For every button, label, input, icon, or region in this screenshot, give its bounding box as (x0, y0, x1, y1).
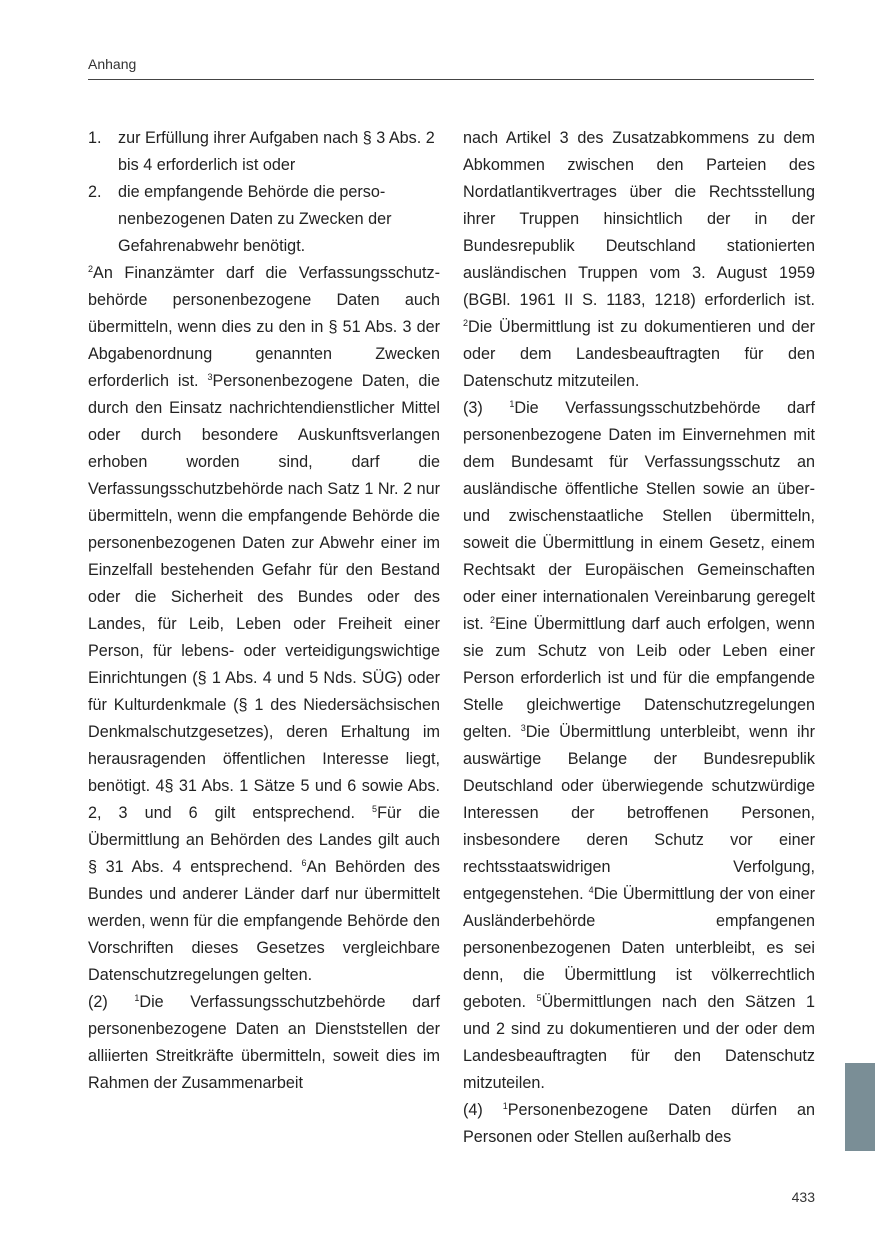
paragraph-number: (3) (463, 399, 510, 417)
paragraph-number: (2) (88, 993, 135, 1011)
sentence: Die Übermittlung ist zu dokumentieren und der oder dem Landesbeauftragten für den Datenschutz mitzuteilen. (463, 318, 815, 390)
sentence-number: 1 (509, 399, 515, 409)
sentence-number: 5 (536, 993, 542, 1003)
sentence: Übermittlungen nach den Sätzen 1 und 2 sind zu dokumentieren und der oder dem Landesbeauftragten für den Datenschutz mitzuteilen. (463, 993, 815, 1092)
sentence: Personenbezogene Daten, die durch den Einsatz nachrichtendienstlicher Mittel oder durch besondere Auskunftsverlangen erhoben worden sind, darf die Verfassungsschutzbehörde nach Satz 1 Nr. 2 nur übermitteln, wenn die empfangende Behörde die personenbezogenen Daten zur Abwehr einer im Einzelfall bestehenden Gefahr für den Bestand oder die Sicherheit des Bundes oder des Landes, für Leib, Leben oder Freiheit einer Person, für lebens- oder verteidigungswichtige Einrichtungen (§ 1 Abs. 4 und 5 Nds. SÜG) oder für Kulturdenkmale (§ 1 des Niedersächsischen Denkmalschutzgesetzes), deren Erhaltung im herausragenden öffentlichen Interesse liegt, benötigt. 4§ 31 Abs. 1 Sätze 5 und 6 sowie Abs. 2, 3 und 6 gilt entsprechend. (88, 372, 440, 822)
sentence: Eine Übermittlung darf auch erfolgen, wenn sie zum Schutz von Leib oder Leben einer Person erforderlich ist und für die empfangende Stelle gleichwertige Datenschutzregelungen gelten. (463, 615, 816, 741)
sentence-number: 4 (588, 885, 594, 895)
paragraph-2 (88, 989, 440, 1097)
header-rule (88, 79, 814, 80)
sentence-number: 5 (372, 804, 378, 814)
sentence: Die Übermittlung der von einer Ausländerbehörde empfangenen personenbezogenen Daten unterbleibt, es sei denn, die Übermittlung ist völkerrechtlich geboten. (463, 885, 815, 1011)
left-column (88, 125, 440, 1097)
list-number: 1. (88, 129, 102, 147)
sentence-number: 2 (88, 264, 94, 274)
paragraph-4 (463, 1097, 815, 1151)
sentence-number: 2 (489, 615, 495, 625)
right-column (463, 125, 815, 1151)
paragraph-number: (4) (463, 1101, 503, 1119)
sentence: Personenbezogene Daten dürfen an Personen oder Stellen außerhalb des (463, 1101, 816, 1146)
list-text: die empfangende Behörde die personenbezogenen Daten zu Zwecken der Gefahrenabwehr benötigt. (118, 183, 392, 255)
list-number: 2. (88, 183, 102, 201)
sentence: Die Verfassungsschutzbehörde darf personenbezogene Daten an Dienststellen der alliierten Streitkräfte übermitteln, soweit dies im Rahmen der Zusammenarbeit (88, 993, 440, 1092)
sentence: Die Verfassungsschutzbehörde darf personenbezogene Daten im Einvernehmen mit dem Bundesamt für Verfassungsschutz an ausländische öffentliche Stellen sowie an über- und zwischenstaatliche Stellen übermitteln, soweit die Übermittlung in einem Gesetz, einem Rechtsakt der Europäischen Gemeinschaften oder einer internationalen Vereinbarung geregelt ist. (463, 399, 815, 633)
sentence: An Behörden des Bundes und anderer Länder darf nur übermittelt werden, wenn für die empfangende Behörde den Vorschriften dieses Gesetzes vergleichbare Datenschutzregelungen gelten. (88, 858, 440, 984)
sentence-number: 6 (301, 858, 307, 868)
paragraph-3 (463, 395, 815, 1097)
running-header: Anhang (88, 56, 137, 72)
sentence: Die Übermittlung unterbleibt, wenn ihr auswärtige Belange der Bundesrepublik Deutschland oder überwiegende schutzwürdige Interessen der betroffenen Personen, insbesondere deren Schutz vor einer rechtsstaatswidrigen Verfolgung, entgegenstehen. (463, 723, 815, 903)
sentence: nach Artikel 3 des Zusatzabkommens zu dem Abkommen zwischen den Parteien des Nordatlantikvertrages über die Rechtsstellung ihrer Truppen hinsichtlich der in der Bundesrepublik Deutschland stationierten ausländischen Truppen vom 3. August 1959 (BGBl. 1961 II S. 1183, 1218) erforderlich ist. (463, 129, 815, 309)
list-item (88, 179, 440, 260)
list-text: zur Erfüllung ihrer Aufgaben nach § 3 Abs. 2 bis 4 erforderlich ist oder (118, 129, 435, 174)
paragraph-2-continued (463, 125, 815, 395)
sentence-number: 3 (520, 723, 526, 733)
sentence: Für die Übermittlung an Behörden des Landes gilt auch § 31 Abs. 4 entsprechend. (88, 804, 440, 876)
list-item (88, 125, 440, 179)
paragraph-1-continued (88, 260, 440, 989)
sentence-number: 1 (134, 993, 140, 1003)
thumb-index-tab (845, 1063, 875, 1151)
sentence: An Finanzämter darf die Verfassungsschutzbehörde personenbezogene Daten auch übermitteln, wenn dies zu den in § 51 Abs. 3 der Abgabenordnung genannten Zwecken erforderlich ist. (88, 264, 440, 390)
sentence-number: 2 (463, 318, 469, 328)
sentence-number: 1 (502, 1101, 508, 1111)
page-number: 433 (791, 1189, 815, 1205)
sentence-number: 3 (207, 372, 213, 382)
